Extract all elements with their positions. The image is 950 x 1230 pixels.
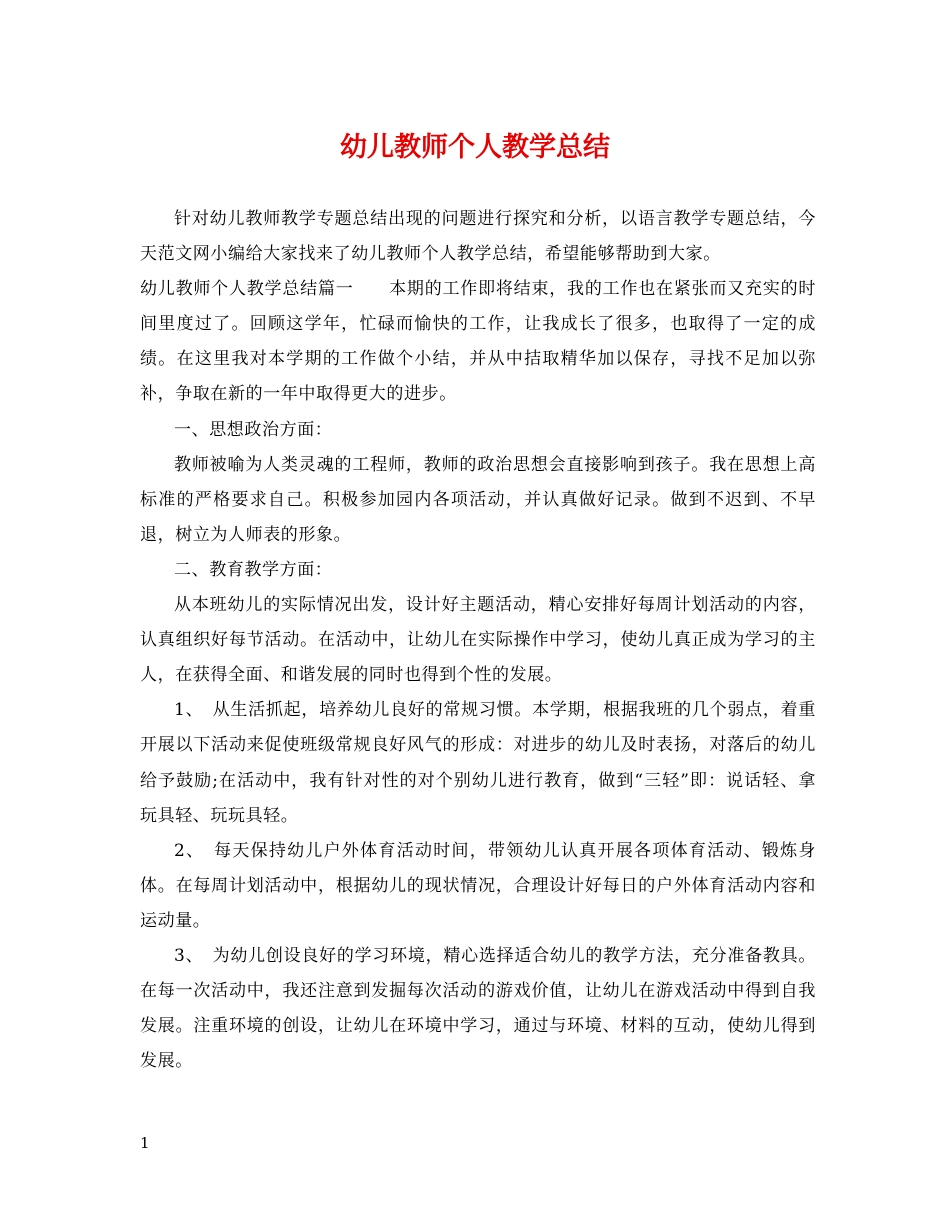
list-item-learning-environment: 3、 为幼儿创设良好的学习环境，精心选择适合幼儿的教学方法，充分准备教具。在每一次活动中，我还注意到发掘每次活动的游戏价值，让幼儿在游戏活动中得到自我发展。注重环境的创设，让幼儿在环境中学习，通过与环境、材料的互动，使幼儿得到发展。 (140, 945, 816, 1072)
paragraph-intro: 针对幼儿教师教学专题总结出现的问题进行探究和分析，以语言教学专题总结，今天范文网小编给大家找来了幼儿教师个人教学总结，希望能够帮助到大家。 (140, 209, 816, 265)
list-item-routine-habits: 1、 从生活抓起，培养幼儿良好的常规习惯。本学期，根据我班的几个弱点，着重开展以下活动来促使班级常规良好风气的形成：对进步的幼儿及时表扬，对落后的幼儿给予鼓励;在活动中，我有针对性的对个别幼儿进行教育，做到“三轻”即：说话轻、拿玩具轻、玩玩具轻。 (140, 700, 816, 826)
paragraph-education-teaching: 从本班幼儿的实际情况出发，设计好主题活动，精心安排好每周计划活动的内容，认真组织好每节活动。在活动中，让幼儿在实际操作中学习，使幼儿真正成为学习的主人，在获得全面、和谐发展的同时也得到个性的发展。 (140, 595, 816, 686)
paragraph-political-thought: 教师被喻为人类灵魂的工程师，教师的政治思想会直接影响到孩子。我在思想上高标准的严格要求自己。积极参加园内各项活动，并认真做好记录。做到不迟到、不早退，树立为人师表的形象。 (140, 454, 816, 545)
heading-political-thought: 一、思想政治方面： (174, 419, 333, 440)
list-item-outdoor-activity: 2、 每天保持幼儿户外体育活动时间，带领幼儿认真开展各项体育活动、锻炼身体。在每周计划活动中，根据幼儿的现状情况，合理设计好每日的户外体育活动内容和运动量。 (140, 840, 816, 931)
page-title: 幼儿教师个人教学总结 (340, 132, 610, 163)
heading-education-teaching: 二、教育教学方面： (174, 559, 333, 580)
document-body (140, 202, 816, 1079)
page-number: 1 (140, 1134, 150, 1152)
paragraph-section-one-opening: 幼儿教师个人教学总结篇一 本期的工作即将结束，我的工作也在紧张而又充实的时间里度过了。回顾这学年，忙碌而愉快的工作，让我成长了很多，也取得了一定的成绩。在这里我对本学期的工作做个小结，并从中拮取精华加以保存，寻找不足加以弥补，争取在新的一年中取得更大的进步。 (140, 279, 816, 405)
